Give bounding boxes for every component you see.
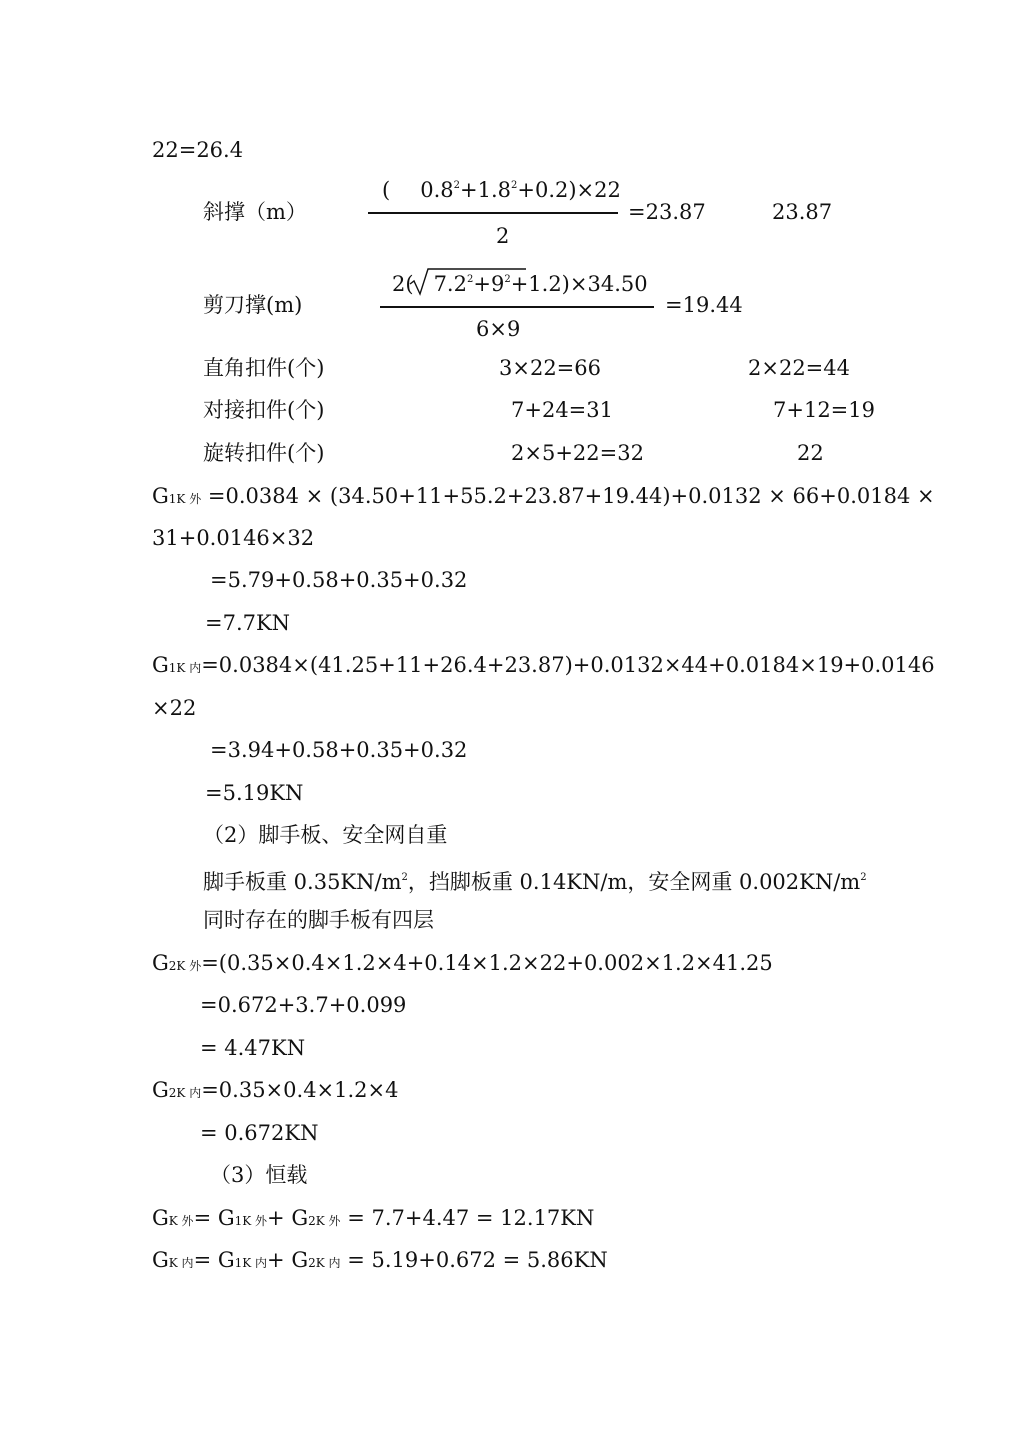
g1k-inner-line1 bbox=[152, 652, 935, 681]
g2k-inner-line1 bbox=[152, 1077, 399, 1106]
fastener-swivel-inner: 22 bbox=[797, 441, 824, 465]
g2k-outer-line1 bbox=[152, 950, 773, 979]
g1k-outer-line2: 31+0.0146×32 bbox=[152, 526, 315, 550]
brace-num-sup1: 2 bbox=[453, 180, 460, 191]
gk-outer-term2-sub: 2K 外 bbox=[308, 1214, 341, 1228]
fastener-swivel-outer: 2×5+22=32 bbox=[511, 441, 644, 465]
g1k-outer-symbol: G bbox=[152, 484, 169, 508]
gk-outer-term1-sub: 1K 外 bbox=[234, 1214, 268, 1228]
g2k-inner-expression: =0.35×0.4×1.2×4 bbox=[201, 1078, 399, 1102]
brace-denominator: 2 bbox=[496, 224, 510, 248]
brace-num-a: 0.8 bbox=[420, 178, 454, 202]
gk-inner-term2: G bbox=[291, 1248, 309, 1272]
gk-inner-subscript: K 内 bbox=[168, 1256, 194, 1270]
section2-heading: （2）脚手板、安全网自重 bbox=[203, 823, 448, 847]
brace-numerator bbox=[382, 173, 621, 203]
gk-outer-rest: = 7.7+4.47 = 12.17KN bbox=[340, 1206, 595, 1230]
fastener-swivel-label: 旋转扣件(个) bbox=[203, 441, 325, 465]
scissor-num-sup1: 2 bbox=[466, 274, 474, 285]
fastener-right-angle-inner: 2×22=44 bbox=[748, 356, 850, 380]
g2k-outer-line2: =0.672+3.7+0.099 bbox=[200, 993, 407, 1017]
gk-outer-term2: G bbox=[291, 1206, 309, 1230]
g2k-outer-subscript: 2K 外 bbox=[168, 959, 202, 973]
brace-result: =23.87 bbox=[628, 200, 706, 224]
gk-inner-eq: = bbox=[193, 1248, 218, 1272]
section2-weights-sup1: 2 bbox=[401, 872, 408, 883]
scissor-label: 剪刀撑(m) bbox=[203, 293, 303, 317]
g1k-outer-result: =7.7KN bbox=[205, 611, 291, 635]
section2-weights-sup2: 2 bbox=[860, 872, 867, 883]
scissor-num-b: +9 bbox=[473, 272, 505, 296]
g1k-inner-symbol: G bbox=[152, 653, 169, 677]
gk-outer-symbol: G bbox=[152, 1206, 169, 1230]
g1k-outer-line3: =5.79+0.58+0.35+0.32 bbox=[210, 568, 468, 592]
fastener-right-angle-outer: 3×22=66 bbox=[499, 356, 601, 380]
gk-outer-subscript: K 外 bbox=[168, 1214, 194, 1228]
scissor-denominator: 6×9 bbox=[476, 317, 521, 341]
scissor-num-sup2: 2 bbox=[504, 274, 511, 285]
g2k-outer-expression: =(0.35×0.4×1.2×4+0.14×1.2×22+0.002×1.2×41.25 bbox=[201, 951, 773, 975]
gk-inner-term1: G bbox=[217, 1248, 235, 1272]
fastener-butt-outer: 7+24=31 bbox=[511, 398, 613, 422]
g1k-inner-line3: =3.94+0.58+0.35+0.32 bbox=[210, 738, 468, 762]
fastener-butt-inner: 7+12=19 bbox=[773, 398, 875, 422]
g1k-inner-result: =5.19KN bbox=[205, 781, 304, 805]
gk-inner-term1-sub: 1K 内 bbox=[234, 1256, 268, 1270]
top-line: 22=26.4 bbox=[152, 138, 244, 162]
g1k-inner-line2: ×22 bbox=[152, 696, 197, 720]
brace-fraction-bar bbox=[368, 212, 618, 214]
sqrt-symbol-icon bbox=[408, 266, 528, 296]
g1k-outer-subscript: 1K 外 bbox=[168, 492, 202, 506]
scissor-result: =19.44 bbox=[665, 293, 743, 317]
scissor-num-pre: 2( bbox=[392, 272, 414, 296]
gk-outer-term1: G bbox=[217, 1206, 235, 1230]
g2k-inner-result: = 0.672KN bbox=[200, 1121, 319, 1145]
gk-inner-plus: + bbox=[267, 1248, 292, 1272]
brace-label: 斜撑（m） bbox=[203, 200, 307, 224]
gk-inner-term2-sub: 2K 内 bbox=[308, 1256, 341, 1270]
fastener-right-angle-label: 直角扣件(个) bbox=[203, 356, 325, 380]
section2-weights bbox=[203, 865, 867, 895]
gk-inner-symbol: G bbox=[152, 1248, 169, 1272]
gk-outer-plus: + bbox=[267, 1206, 292, 1230]
brace-num-c: +0.2)×22 bbox=[517, 178, 621, 202]
g1k-outer-line1 bbox=[152, 483, 935, 512]
scissor-num-a: 7.2 bbox=[433, 272, 467, 296]
section3-heading: （3）恒载 bbox=[210, 1163, 308, 1187]
brace-num-b: +1.8 bbox=[459, 178, 511, 202]
g2k-inner-symbol: G bbox=[152, 1078, 169, 1102]
g1k-outer-expression: =0.0384 × (34.50+11+55.2+23.87+19.44)+0.0132 × 66+0.0184 × bbox=[207, 484, 935, 508]
gk-inner-line bbox=[152, 1247, 608, 1276]
brace-right-value: 23.87 bbox=[772, 200, 833, 224]
g1k-inner-subscript: 1K 内 bbox=[168, 661, 202, 675]
gk-inner-rest: = 5.19+0.672 = 5.86KN bbox=[340, 1248, 608, 1272]
fastener-butt-label: 对接扣件(个) bbox=[203, 398, 325, 422]
g2k-outer-result: = 4.47KN bbox=[200, 1036, 306, 1060]
gk-outer-eq: = bbox=[193, 1206, 218, 1230]
gk-outer-line bbox=[152, 1205, 594, 1234]
g1k-inner-expression: =0.0384×(41.25+11+26.4+23.87)+0.0132×44+0.0184×19+0.0146 bbox=[201, 653, 935, 677]
section2-layers: 同时存在的脚手板有四层 bbox=[203, 908, 434, 932]
scissor-fraction-bar bbox=[380, 306, 654, 308]
brace-num-open: ( bbox=[382, 178, 391, 202]
g2k-inner-subscript: 2K 内 bbox=[168, 1086, 202, 1100]
g2k-outer-symbol: G bbox=[152, 951, 169, 975]
section2-weights-a: 脚手板重 0.35KN/m bbox=[203, 870, 402, 894]
scissor-num-c: +1.2)×34.50 bbox=[510, 272, 648, 296]
brace-num-sup2: 2 bbox=[510, 180, 518, 191]
section2-weights-b: ，挡脚板重 0.14KN/m，安全网重 0.002KN/m bbox=[407, 870, 861, 894]
